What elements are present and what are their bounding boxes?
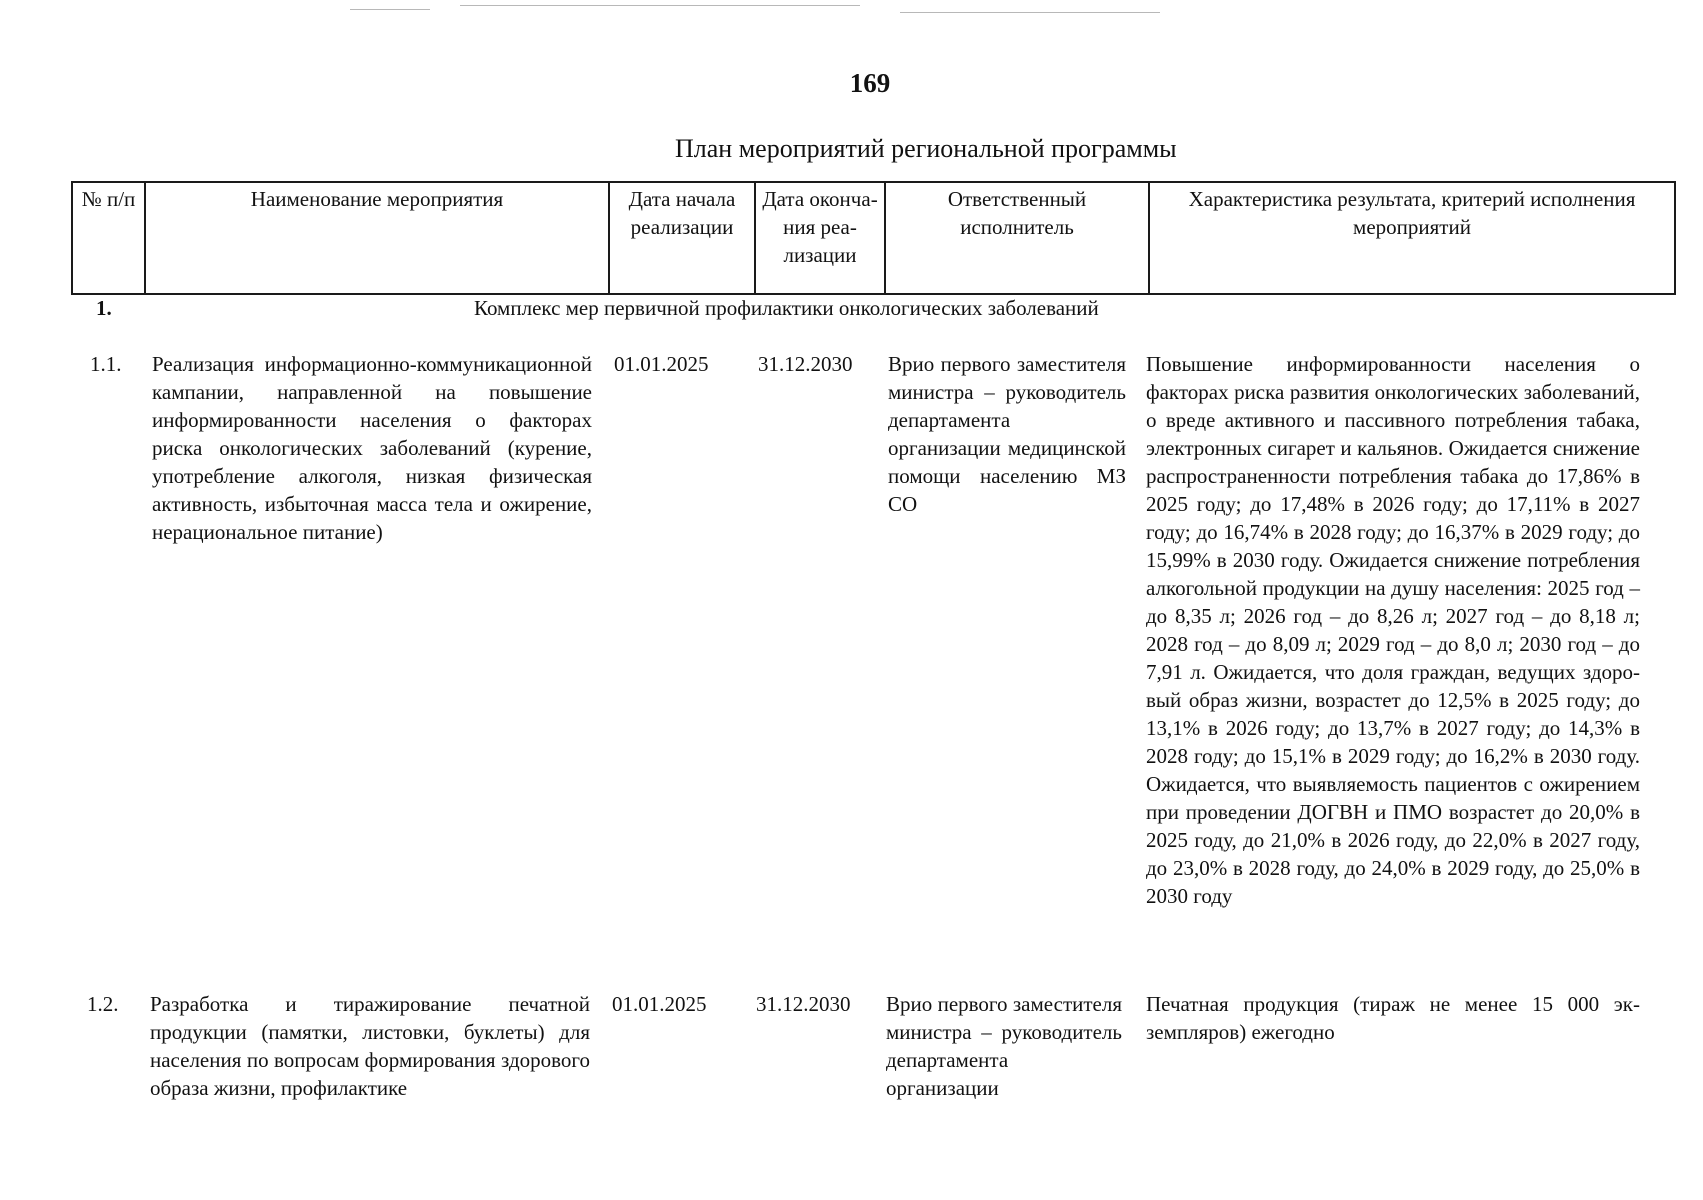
header-col-end-date: Дата окончания реализации xyxy=(755,182,885,294)
scan-artifact xyxy=(350,9,430,10)
page-number: 169 xyxy=(849,68,891,98)
row-start-date: 01.01.2025 xyxy=(612,992,707,1016)
row-number: 1.1. xyxy=(90,352,122,376)
row-end-date: 31.12.2030 xyxy=(756,992,851,1016)
row-name: Разработка и тиражирование печатной продукции (памятки, листовки, буклеты) для населения по вопросам формирования здорового образа жизни, профилактике xyxy=(150,992,590,1100)
row-start-date: 01.01.2025 xyxy=(614,352,709,376)
header-col-responsible: Ответственный исполнитель xyxy=(885,182,1149,294)
row-number: 1.2. xyxy=(87,992,119,1016)
header-col-start-date: Дата начала реализации xyxy=(609,182,755,294)
row-result: Печатная продукция (тираж не менее 15 000 экземпляров) ежегодно xyxy=(1146,992,1640,1044)
row-responsible: Врио первого заместителя министра – руководитель департамента организации xyxy=(886,992,1122,1100)
header-col-result: Характеристика результата, критерий исполнения мероприятий xyxy=(1149,182,1675,294)
row-name: Реализация информационно-коммуникационной кампании, направленной на повышение информированности населения о факторах риска онкологических заболеваний (курение, употребление алкоголя, низкая физическая активность, избыточная масса тела и ожирение, нерациональное питание) xyxy=(152,352,592,544)
scan-artifact xyxy=(460,5,860,6)
row-result: Повышение информированности населения о факторах риска развития онкологических заболеваний, о вреде активного и пассивного потребления табака, электронных сигарет и кальянов. Ожидается снижение распространенности потребления табака до 17,86% в 2025 году; до 17,48% в 2026 году; до 17,11% в 2027 году; до 16,74% в 2028 году; до 16,37% в 2029 году; до 15,99% в 2030 году. Ожидается снижение потребления алкогольной продукции на душу населения: 2025 год – до 8,35 л; 2026 год – до 8,26 л; 2027 год – до 8,18 л; 2028 год – до 8,09 л; 2029 год – до 8,0 л; 2030 год – до 7,91 л. Ожидается, что доля граждан, ведущих здоровый образ жизни, возрастет до 12,5% в 2025 году; до 13,1% в 2026 году; до 13,7% в 2027 году; до 14,3% в 2028 году; до 15,1% в 2029 году; до 16,2% в 2030 году. Ожидается, что выявляемость пациентов с ожирением при проведении ДОГВН и ПМО возрастет до 20,0% в 2025 году, до 21,0% в 2026 году, до 22,0% в 2027 году, до 23,0% в 2028 году, до 24,0% в 2029 году, до 25,0% в 2030 году xyxy=(1146,352,1640,908)
header-col-name: Наименование мероприятия xyxy=(145,182,609,294)
section-number: 1. xyxy=(96,296,112,320)
scan-artifact xyxy=(900,12,1160,13)
row-end-date: 31.12.2030 xyxy=(758,352,853,376)
section-title: Комплекс мер первичной профилактики онкологических заболеваний xyxy=(474,296,1099,320)
page-title: План мероприятий региональной программы xyxy=(675,134,1177,163)
table-header xyxy=(71,181,1676,295)
row-responsible: Врио первого заместителя министра – руководитель департамента организации медицинской помощи населению МЗ СО xyxy=(888,352,1126,516)
header-col-number: № п/п xyxy=(72,182,145,294)
